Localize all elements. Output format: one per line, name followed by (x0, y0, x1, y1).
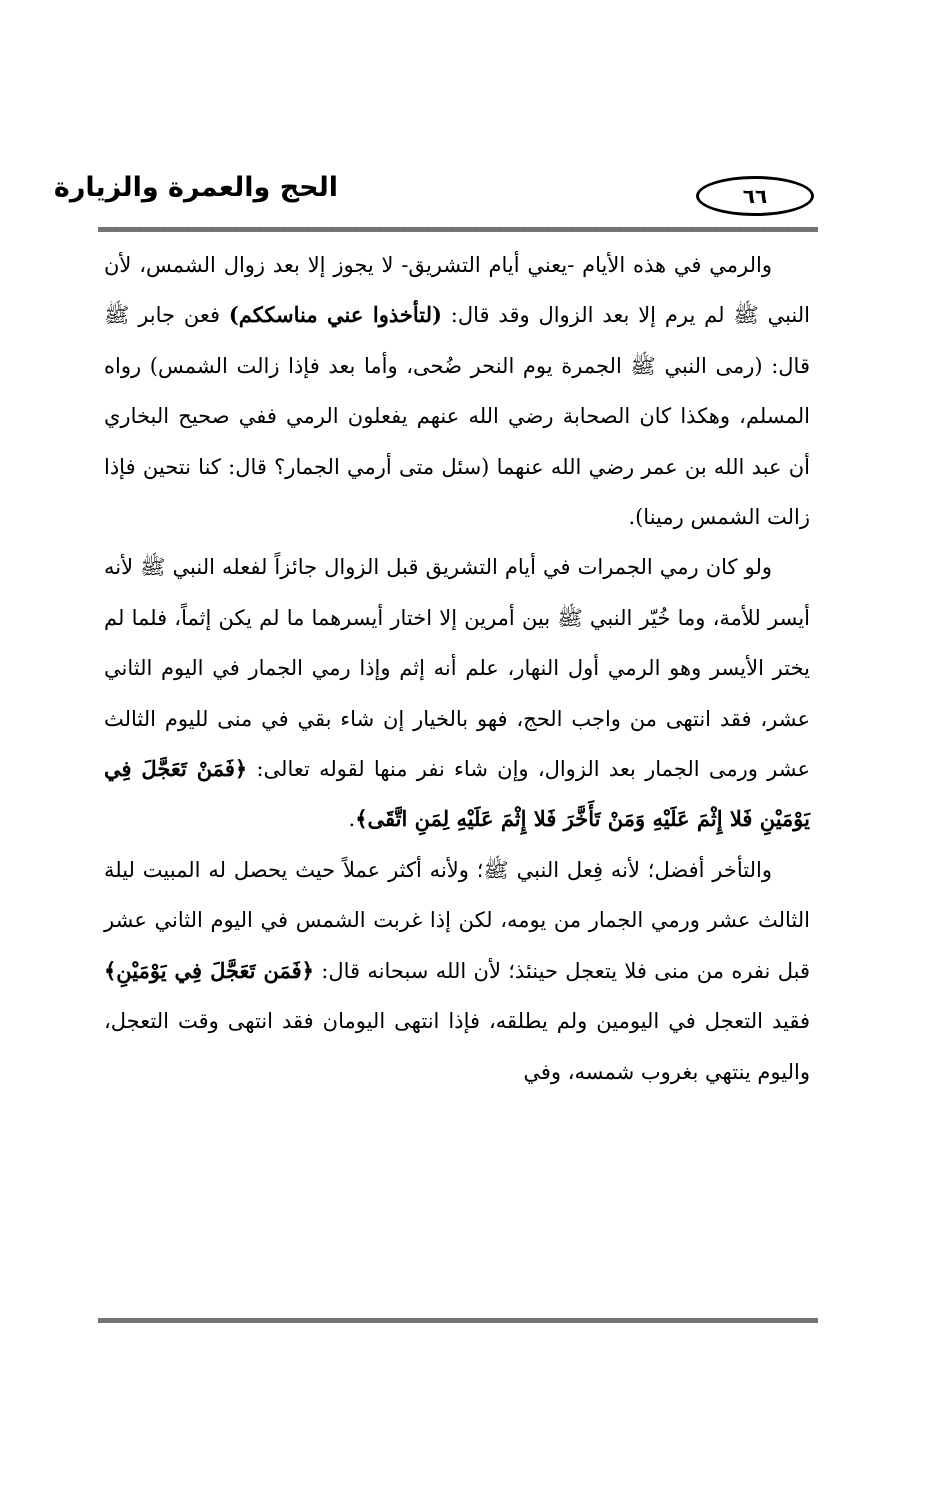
paragraph-3 (104, 845, 810, 1097)
paragraph-3-part-1: والتأخر أفضل؛ لأنه فِعل النبي ﷺ؛ ولأنه أكثر عملاً حيث يحصل له المبيت ليلة الثالث عشر ورمي الجمار من يومه، لكن إذا غربت الشمس في اليوم الثاني عشر قبل نفره من منى فلا يتعجل حينئذ؛ لأن الله سبحانه قال: (104, 857, 810, 983)
body-text (104, 240, 810, 1097)
page-number-oval (696, 176, 814, 216)
page-number: ٦٦ (742, 184, 768, 208)
quran-verse-short: ﴿فَمَن تَعَجَّلَ فِي يَوْمَيْنِ﴾ (104, 957, 314, 983)
paragraph-3-part-2: فقيد التعجل في اليومين ولم يطلقه، فإذا انتهى اليومان فقد انتهى وقت التعجل، واليوم ينتهي بغروب شمسه، وفي (104, 1009, 810, 1084)
paragraph-1 (104, 240, 810, 542)
page-header (53, 168, 818, 228)
paragraph-2-part-1: ولو كان رمي الجمرات في أيام التشريق قبل الزوال جائزاً لفعله النبي ﷺ لأنه أيسر للأمة، وما خُيّر النبي ﷺ بين أمرين إلا اختار أيسرهما ما لم يكن إثماً، فلما لم يختر الأيسر وهو الرمي أول النهار، علم أنه إثم وإذا رمي الجمار في اليوم الثاني عشر، فقد انتهى من واجب الحج، فهو بالخيار إن شاء بقي في منى لليوم الثالث عشر ورمى الجمار بعد الزوال، وإن شاء نفر منها لقوله تعالى: (104, 555, 810, 782)
paragraph-1-part-1: والرمي في هذه الأيام -يعني أيام التشريق- لا يجوز إلا بعد زوال الشمس، لأن النبي ﷺ لم يرم إلا بعد الزوال وقد قال: (104, 253, 810, 328)
paragraph-2 (104, 542, 810, 844)
footer-rule (98, 1318, 818, 1323)
quran-verse: ﴿فَمَنْ تَعَجَّلَ فِي يَوْمَيْنِ فَلا إِثْمَ عَلَيْهِ وَمَنْ تَأَخَّرَ فَلا إِثْمَ عَلَيْهِ لِمَنِ اتَّقَى﴾ (104, 756, 810, 832)
paragraph-1-part-2: فعن جابر ﷺ قال: (رمى النبي ﷺ الجمرة يوم النحر ضُحى، وأما بعد فإذا زالت الشمس) رواه المسلم، وهكذا كان الصحابة رضي الله عنهم يفعلون الرمي ففي صحيح البخاري أن عبد الله بن عمر رضي الله عنهما (سئل متى أرمي الجمار؟ قال: كنا نتحين فإذا زالت الشمس رمينا). (104, 303, 810, 530)
header-rule (98, 227, 818, 232)
book-title: الحج والعمرة والزيارة (53, 172, 338, 203)
hadith-quote: (لتأخذوا عني مناسككم) (228, 302, 442, 328)
paragraph-2-part-2: . (348, 807, 356, 832)
